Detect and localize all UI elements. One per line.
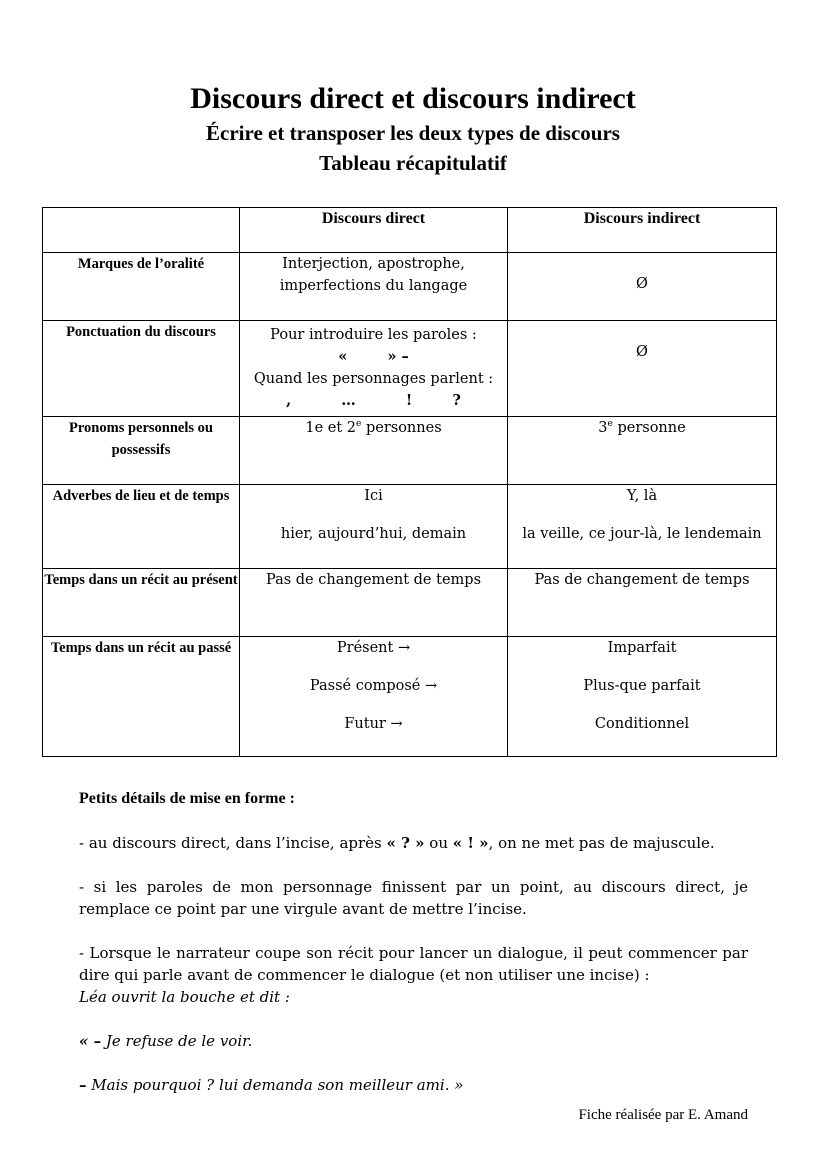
superscript: e xyxy=(356,419,362,430)
superscript: e xyxy=(607,419,613,430)
cell-text: Y, là xyxy=(626,488,658,504)
cell-indirect xyxy=(508,485,777,569)
dialogue-example xyxy=(79,986,748,1096)
note-paragraph-2: - si les paroles de mon personnage finissent par un point, au discours direct, je remplace ce point par une virgule avant de mettre l’incise. xyxy=(79,878,748,918)
table-header-row xyxy=(43,208,777,253)
note-quote: « ! » xyxy=(452,834,489,852)
cell-text: imperfections du langage xyxy=(279,278,468,294)
row-label: Temps dans un récit au présent xyxy=(43,569,240,637)
cell-indirect: Ø xyxy=(508,253,777,321)
cell-text: Imparfait xyxy=(607,640,677,656)
note-paragraph-3: - Lorsque le narrateur coupe son récit pour lancer un dialogue, il peut commencer par dire qui parle avant de commencer le dialogue (et non utiliser une incise) : xyxy=(79,944,748,984)
punctuation-mark: , xyxy=(286,392,292,409)
row-label: Temps dans un récit au passé xyxy=(43,637,240,757)
table-row-ponctuation xyxy=(43,321,777,417)
column-header-empty xyxy=(43,208,240,253)
page-subtitle: Écrire et transposer les deux types de discours xyxy=(206,121,620,145)
cell-text: Ici xyxy=(364,488,383,504)
row-label: Pronoms personnels ou possessifs xyxy=(43,417,240,485)
note-text: - au discours direct, dans l’incise, après xyxy=(79,834,382,852)
example-line: – Mais pourquoi ? lui demanda son meilleur ami. » xyxy=(79,1076,464,1094)
formatting-notes xyxy=(79,788,748,1118)
cell-direct xyxy=(240,637,508,757)
cell-indirect: Ø xyxy=(508,321,777,417)
cell-direct xyxy=(240,485,508,569)
note-paragraph-1 xyxy=(79,832,748,854)
column-header-direct: Discours direct xyxy=(240,208,508,253)
row-label: Marques de l’oralité xyxy=(43,253,240,321)
cell-text: Futur → xyxy=(344,716,403,732)
cell-text: Quand les personnages parlent : xyxy=(253,371,494,387)
document-header xyxy=(0,80,826,178)
punctuation-mark: » – xyxy=(387,348,409,365)
cell-indirect: Pas de changement de temps xyxy=(508,569,777,637)
table-row-pronoms xyxy=(43,417,777,485)
cell-direct xyxy=(240,253,508,321)
cell-indirect xyxy=(508,637,777,757)
example-line: « – Je refuse de le voir. xyxy=(79,1032,253,1050)
table-row-present xyxy=(43,569,777,637)
cell-text: 1e et 2 xyxy=(305,420,357,436)
note-text: ou xyxy=(429,834,448,852)
cell-text: hier, aujourd’hui, demain xyxy=(280,526,467,542)
cell-text: Plus-que parfait xyxy=(583,678,701,694)
cell-indirect xyxy=(508,417,777,485)
summary-table xyxy=(42,207,777,757)
cell-text: personnes xyxy=(361,420,442,436)
cell-text: Passé composé → xyxy=(309,678,438,694)
cell-text: Pour introduire les paroles : xyxy=(270,327,477,343)
row-label: Adverbes de lieu et de temps xyxy=(43,485,240,569)
table-row-passe xyxy=(43,637,777,757)
cell-direct: Pas de changement de temps xyxy=(240,569,508,637)
note-quote: « ? » xyxy=(386,834,425,852)
example-line: Léa ouvrit la bouche et dit : xyxy=(79,988,290,1006)
table-row-adverbes xyxy=(43,485,777,569)
page-title: Discours direct et discours indirect xyxy=(190,82,636,115)
cell-text: Interjection, apostrophe, xyxy=(282,256,465,272)
cell-text: la veille, ce jour-là, le lendemain xyxy=(522,526,762,542)
cell-text: Conditionnel xyxy=(594,716,690,732)
punctuation-mark: « xyxy=(338,348,348,365)
cell-text: personne xyxy=(612,420,686,436)
punctuation-marks xyxy=(240,346,507,368)
cell-direct xyxy=(240,417,508,485)
author-signature: Fiche réalisée par E. Amand xyxy=(578,1107,748,1123)
cell-text: Présent → xyxy=(336,640,411,656)
cell-text: 3 xyxy=(598,420,608,436)
note-text: , on ne met pas de majuscule. xyxy=(488,834,715,852)
cell-direct xyxy=(240,321,508,417)
row-label: Ponctuation du discours xyxy=(43,321,240,417)
column-header-indirect: Discours indirect xyxy=(508,208,777,253)
table-row-oralite xyxy=(43,253,777,321)
punctuation-mark: ? xyxy=(452,392,461,409)
punctuation-mark: ! xyxy=(405,392,413,409)
punctuation-marks xyxy=(240,390,507,412)
page-subtitle-2: Tableau récapitulatif xyxy=(319,151,507,175)
notes-title: Petits détails de mise en forme : xyxy=(79,790,295,807)
punctuation-mark: … xyxy=(341,392,356,409)
